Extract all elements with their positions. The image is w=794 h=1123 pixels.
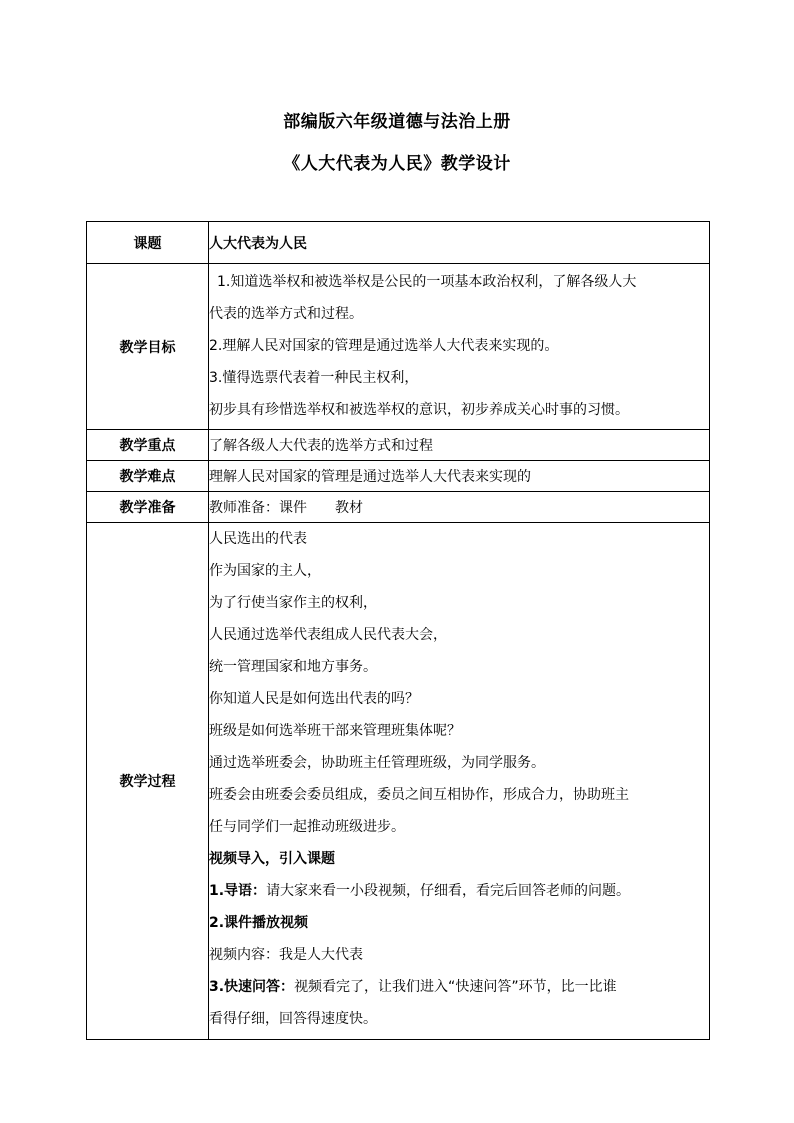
process-section-heading: 视频导入，引入课题	[209, 851, 335, 867]
process-step-2: 2.课件播放视频	[209, 915, 309, 931]
lesson-plan-table	[86, 221, 710, 1040]
goal-line: 1.知道选举权和被选举权是公民的一项基本政治权利，了解各级人大	[217, 274, 637, 290]
document-title-line2: 《人大代表为人民》教学设计	[283, 154, 511, 174]
goal-line: 代表的选举方式和过程。	[209, 306, 363, 322]
step-1-label: 1.导语：	[209, 883, 267, 899]
goal-line: 2.理解人民对国家的管理是通过选举人大代表来实现的。	[209, 338, 559, 354]
goals-content	[209, 264, 710, 430]
process-step-3	[209, 971, 709, 1003]
process-line: 任与同学们一起推动班级进步。	[209, 819, 405, 835]
table-row-key-points	[87, 430, 710, 461]
process-content	[209, 523, 710, 1040]
process-label: 教学过程	[87, 523, 209, 1040]
process-line: 你知道人民是如何选出代表的吗？	[209, 691, 419, 707]
goals-label: 教学目标	[87, 264, 209, 430]
key-points-label: 教学重点	[87, 430, 209, 461]
process-step-1	[209, 875, 709, 907]
table-row-preparation	[87, 492, 710, 523]
difficulties-value: 理解人民对国家的管理是通过选举人大代表来实现的	[209, 461, 710, 492]
process-step-3-continued: 看得仔细，回答得速度快。	[209, 1011, 377, 1027]
preparation-label: 教学准备	[87, 492, 209, 523]
process-line: 人民选出的代表	[209, 531, 307, 547]
key-points-value: 了解各级人大代表的选举方式和过程	[209, 430, 710, 461]
process-line: 统一管理国家和地方事务。	[209, 659, 377, 675]
step-3-text: 视频看完了，让我们进入“快速问答”环节，比一比谁	[294, 979, 617, 995]
process-line: 班委会由班委会委员组成，委员之间互相协作，形成合力，协助班主	[209, 787, 629, 803]
document-title-line1: 部编版六年级道德与法治上册	[283, 112, 511, 132]
goal-line: 3.懂得选票代表着一种民主权利，	[209, 370, 419, 386]
process-line: 班级是如何选举班干部来管理班集体呢？	[209, 723, 461, 739]
process-line: 为了行使当家作主的权利，	[209, 595, 377, 611]
table-row-goals	[87, 264, 710, 430]
process-step-2-content: 视频内容：我是人大代表	[209, 947, 363, 963]
process-line: 作为国家的主人，	[209, 563, 321, 579]
topic-label: 课题	[87, 222, 209, 264]
goal-line: 初步具有珍惜选举权和被选举权的意识，初步养成关心时事的习惯。	[209, 402, 629, 418]
step-1-text: 请大家来看一小段视频，仔细看，看完后回答老师的问题。	[266, 883, 631, 899]
step-3-label: 3.快速问答：	[209, 979, 295, 995]
process-line: 通过选举班委会，协助班主任管理班级，为同学服务。	[209, 755, 545, 771]
table-row-difficulties	[87, 461, 710, 492]
topic-value: 人大代表为人民	[209, 222, 710, 264]
preparation-value: 教师准备：课件 教材	[209, 492, 710, 523]
difficulties-label: 教学难点	[87, 461, 209, 492]
table-row-topic	[87, 222, 710, 264]
process-line: 人民通过选举代表组成人民代表大会，	[209, 627, 447, 643]
table-row-process	[87, 523, 710, 1040]
